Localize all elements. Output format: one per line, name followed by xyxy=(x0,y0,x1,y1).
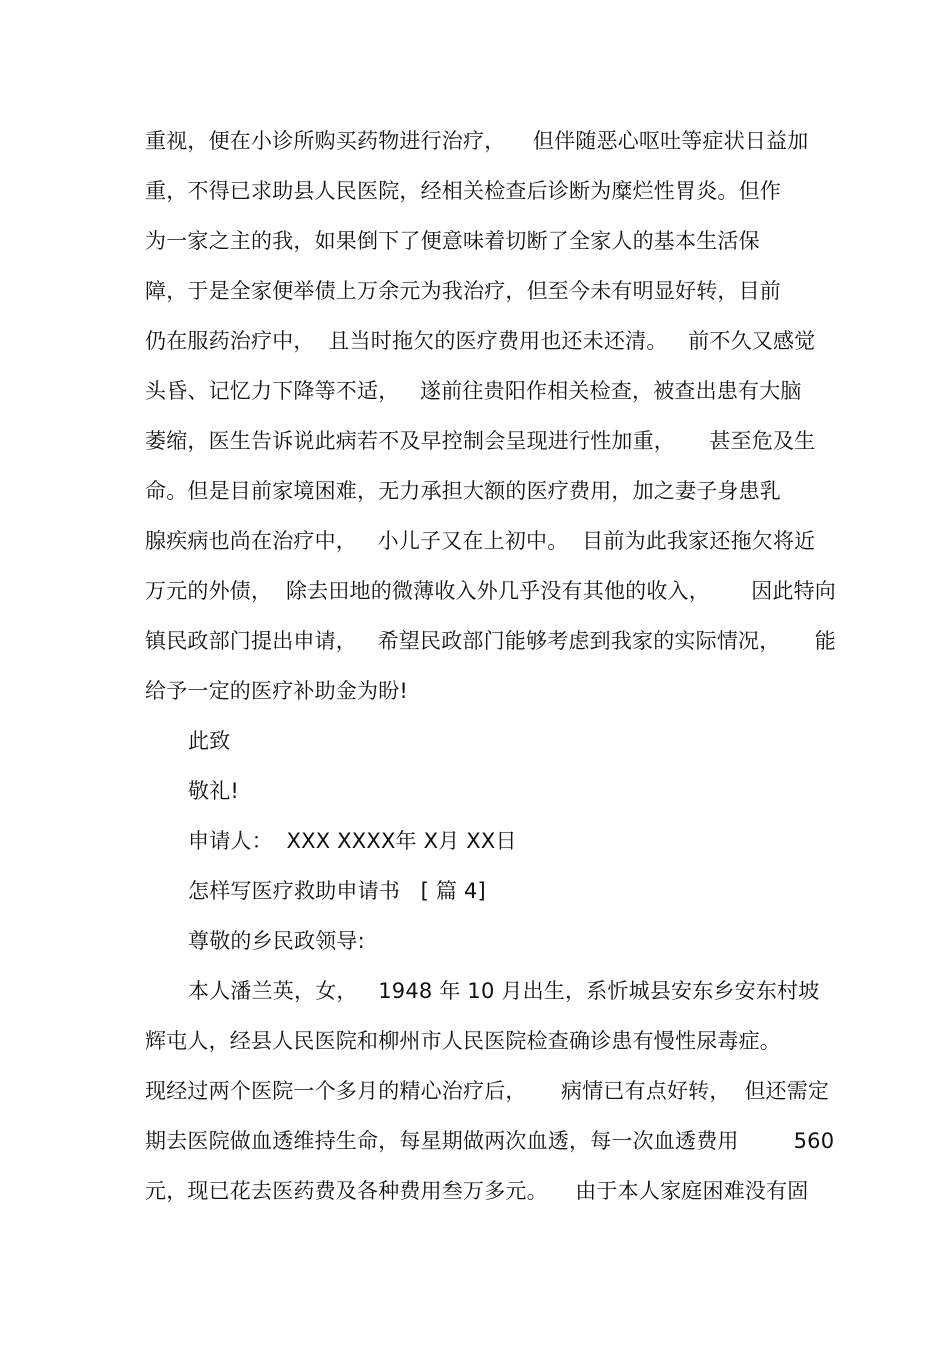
body-text-line: 镇民政部门提出申请， 希望民政部门能够考虑到我家的实际情况， 能 xyxy=(145,629,836,653)
body-text-line: 万元的外债， 除去田地的微薄收入外几乎没有其他的收入， 因此特向 xyxy=(145,579,836,603)
body-text-line: 给予一定的医疗补助金为盼! xyxy=(145,679,409,703)
body-text-line: 命。但是目前家境困难，无力承担大额的医疗费用，加之妻子身患乳 xyxy=(145,479,781,503)
body-text-line: 为一家之主的我，如果倒下了便意味着切断了全家人的基本生活保 xyxy=(145,229,760,253)
closing-salutation: 此致 xyxy=(188,729,231,753)
body-text-line: 头昏、记忆力下降等不适， 遂前往贵阳作相关检查，被查出患有大脑 xyxy=(145,379,802,403)
section-heading: 怎样写医疗救助申请书 [ 篇 4] xyxy=(188,879,486,903)
letter-greeting: 尊敬的乡民政领导: xyxy=(188,929,365,953)
body-text-line: 重视，便在小诊所购买药物进行治疗， 但伴随恶心呕吐等症状日益加 xyxy=(145,129,809,153)
body-text-line: 元，现已花去医药费及各种费用叁万多元。 由于本人家庭困难没有固 xyxy=(145,1179,809,1203)
body-text-line: 现经过两个医院一个多月的精心治疗后， 病情已有点好转， 但还需定 xyxy=(145,1079,830,1103)
body-text-line: 重，不得已求助县人民医院，经相关检查后诊断为糜烂性胃炎。但作 xyxy=(145,179,781,203)
body-text-line: 仍在服药治疗中， 且当时拖欠的医疗费用也还未还清。 前不久又感觉 xyxy=(145,329,816,353)
closing-regards: 敬礼! xyxy=(188,779,240,803)
body-text-line: 障，于是全家便举债上万余元为我治疗，但至今未有明显好转，目前 xyxy=(145,279,781,303)
body-text-line: 辉屯人，经县人民医院和柳州市人民医院检查确诊患有慢性尿毒症。 xyxy=(145,1029,781,1053)
body-text-line: 腺疾病也尚在治疗中， 小儿子又在上初中。 目前为此我家还拖欠将近 xyxy=(145,529,816,553)
applicant-signature-line: 申请人： XXX XXXX年 X月 XX日 xyxy=(188,829,517,853)
body-text-line: 萎缩，医生告诉说此病若不及早控制会呈现进行性加重， 甚至危及生 xyxy=(145,429,816,453)
body-text-line: 期去医院做血透维持生命，每星期做两次血透，每一次血透费用 560 xyxy=(145,1129,835,1153)
body-text-line: 本人潘兰英，女， 1948 年 10 月出生，系忻城县安东乡安东村坡 xyxy=(188,979,820,1003)
